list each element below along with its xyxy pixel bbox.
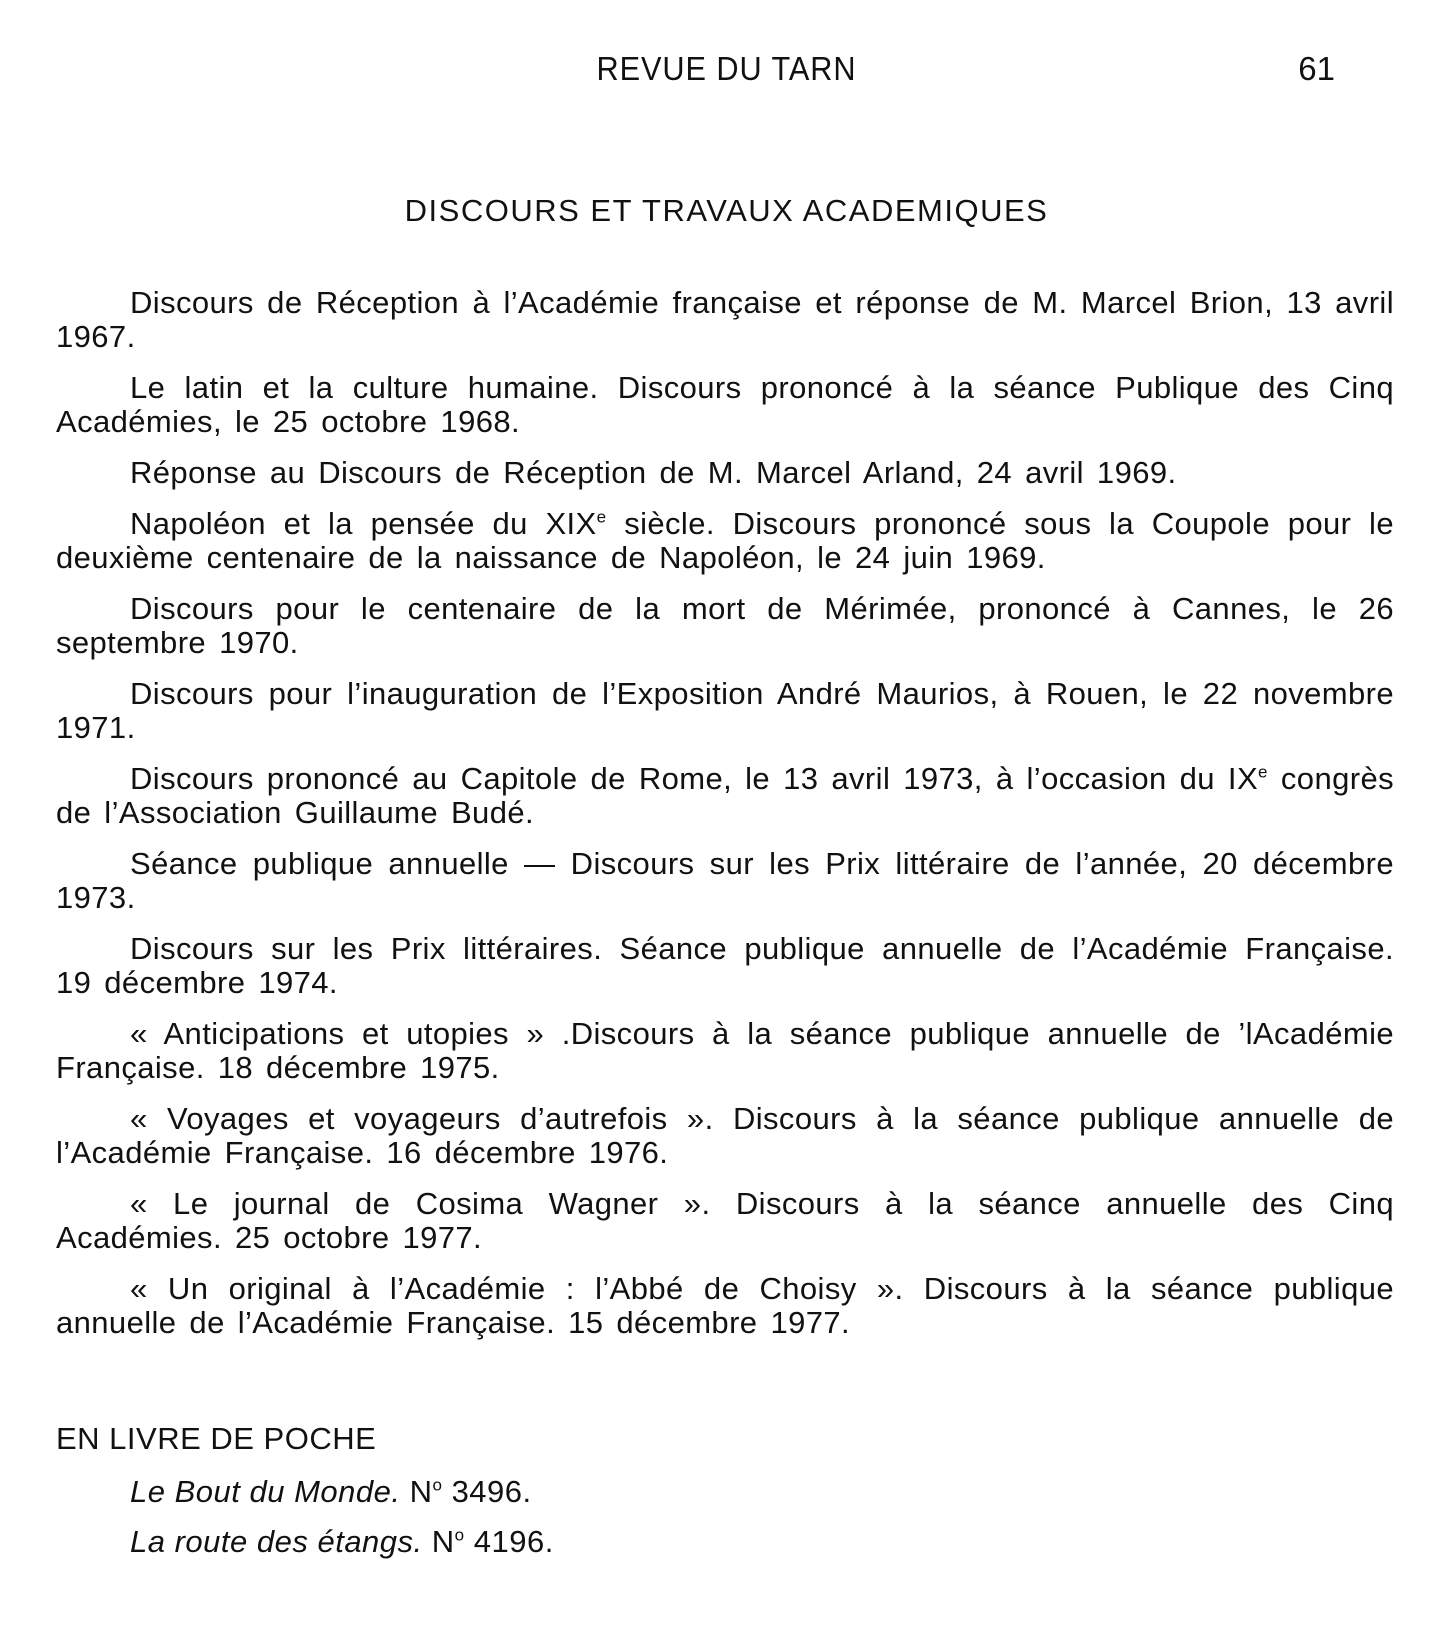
list-item bbox=[56, 286, 1394, 354]
list-item bbox=[56, 932, 1394, 1000]
list-item bbox=[56, 847, 1394, 915]
entry-text: Discours pour le centenaire de la mort de Mérimée, prononcé à Cannes, le 26 septembre 1970. bbox=[56, 591, 1394, 660]
section-title: DISCOURS ET TRAVAUX ACADEMIQUES bbox=[404, 193, 1049, 228]
entry-text: Réponse au Discours de Réception de M. Marcel Arland, 24 avril 1969. bbox=[130, 455, 1177, 490]
superscript: e bbox=[596, 507, 607, 527]
list-item bbox=[56, 507, 1394, 575]
book-title: Le Bout du Monde. bbox=[130, 1474, 401, 1509]
poche-list bbox=[130, 1475, 554, 1575]
entry-text: Discours de Réception à l’Académie française et réponse de M. Marcel Brion, 13 avril 1967. bbox=[56, 285, 1394, 354]
poche-section-title: EN LIVRE DE POCHE bbox=[56, 1421, 377, 1456]
list-item bbox=[56, 677, 1394, 745]
entry-text: « Un original à l’Académie : l’Abbé de Choisy ». Discours à la séance publique annuelle de l’Académie Française. 15 décembre 1977. bbox=[56, 1271, 1394, 1340]
list-item bbox=[56, 592, 1394, 660]
entry-text: Discours sur les Prix littéraires. Séance publique annuelle de l’Académie Française. 19 décembre 1974. bbox=[56, 931, 1394, 1000]
running-head-title: REVUE DU TARN bbox=[596, 50, 857, 87]
book-number: 4196. bbox=[464, 1524, 554, 1559]
entries-list bbox=[56, 286, 1394, 1357]
list-item bbox=[56, 1187, 1394, 1255]
entry-text: Discours prononcé au Capitole de Rome, le 13 avril 1973, à l’occasion du IX bbox=[130, 761, 1259, 796]
poche-item bbox=[130, 1525, 554, 1559]
poche-item bbox=[130, 1475, 554, 1509]
number-prefix: N bbox=[422, 1524, 455, 1559]
number-sup: o bbox=[454, 1525, 465, 1545]
superscript: e bbox=[1258, 762, 1268, 782]
list-item bbox=[56, 1102, 1394, 1170]
entry-text: Le latin et la culture humaine. Discours prononcé à la séance Publique des Cinq Académies, le 25 octobre 1968. bbox=[56, 370, 1394, 439]
entry-text: siècle. Discours prononcé sous la Coupole pour le deuxième centenaire de la naissance de Napoléon, le 24 juin 1969. bbox=[56, 506, 1394, 575]
page-number: 61 bbox=[1298, 50, 1335, 87]
list-item bbox=[56, 456, 1394, 490]
list-item bbox=[56, 1272, 1394, 1340]
number-prefix: N bbox=[400, 1474, 433, 1509]
entry-text: Séance publique annuelle — Discours sur les Prix littéraire de l’année, 20 décembre 1973. bbox=[56, 846, 1394, 915]
entry-text: « Le journal de Cosima Wagner ». Discours à la séance annuelle des Cinq Académies. 25 octobre 1977. bbox=[56, 1186, 1394, 1255]
list-item bbox=[56, 762, 1394, 830]
book-number: 3496. bbox=[442, 1474, 532, 1509]
entry-text: Discours pour l’inauguration de l’Exposition André Maurios, à Rouen, le 22 novembre 1971. bbox=[56, 676, 1394, 745]
list-item bbox=[56, 1017, 1394, 1085]
entry-text: « Voyages et voyageurs d’autrefois ». Discours à la séance publique annuelle de l’Académie Française. 16 décembre 1976. bbox=[56, 1101, 1394, 1170]
entry-text: Napoléon et la pensée du XIX bbox=[130, 506, 597, 541]
entry-text: « Anticipations et utopies » .Discours à la séance publique annuelle de ’lAcadémie Française. 18 décembre 1975. bbox=[56, 1016, 1394, 1085]
book-title: La route des étangs. bbox=[130, 1524, 423, 1559]
number-sup: o bbox=[432, 1475, 443, 1495]
entry-text: congrès de l’Association Guillaume Budé. bbox=[56, 761, 1394, 830]
list-item bbox=[56, 371, 1394, 439]
